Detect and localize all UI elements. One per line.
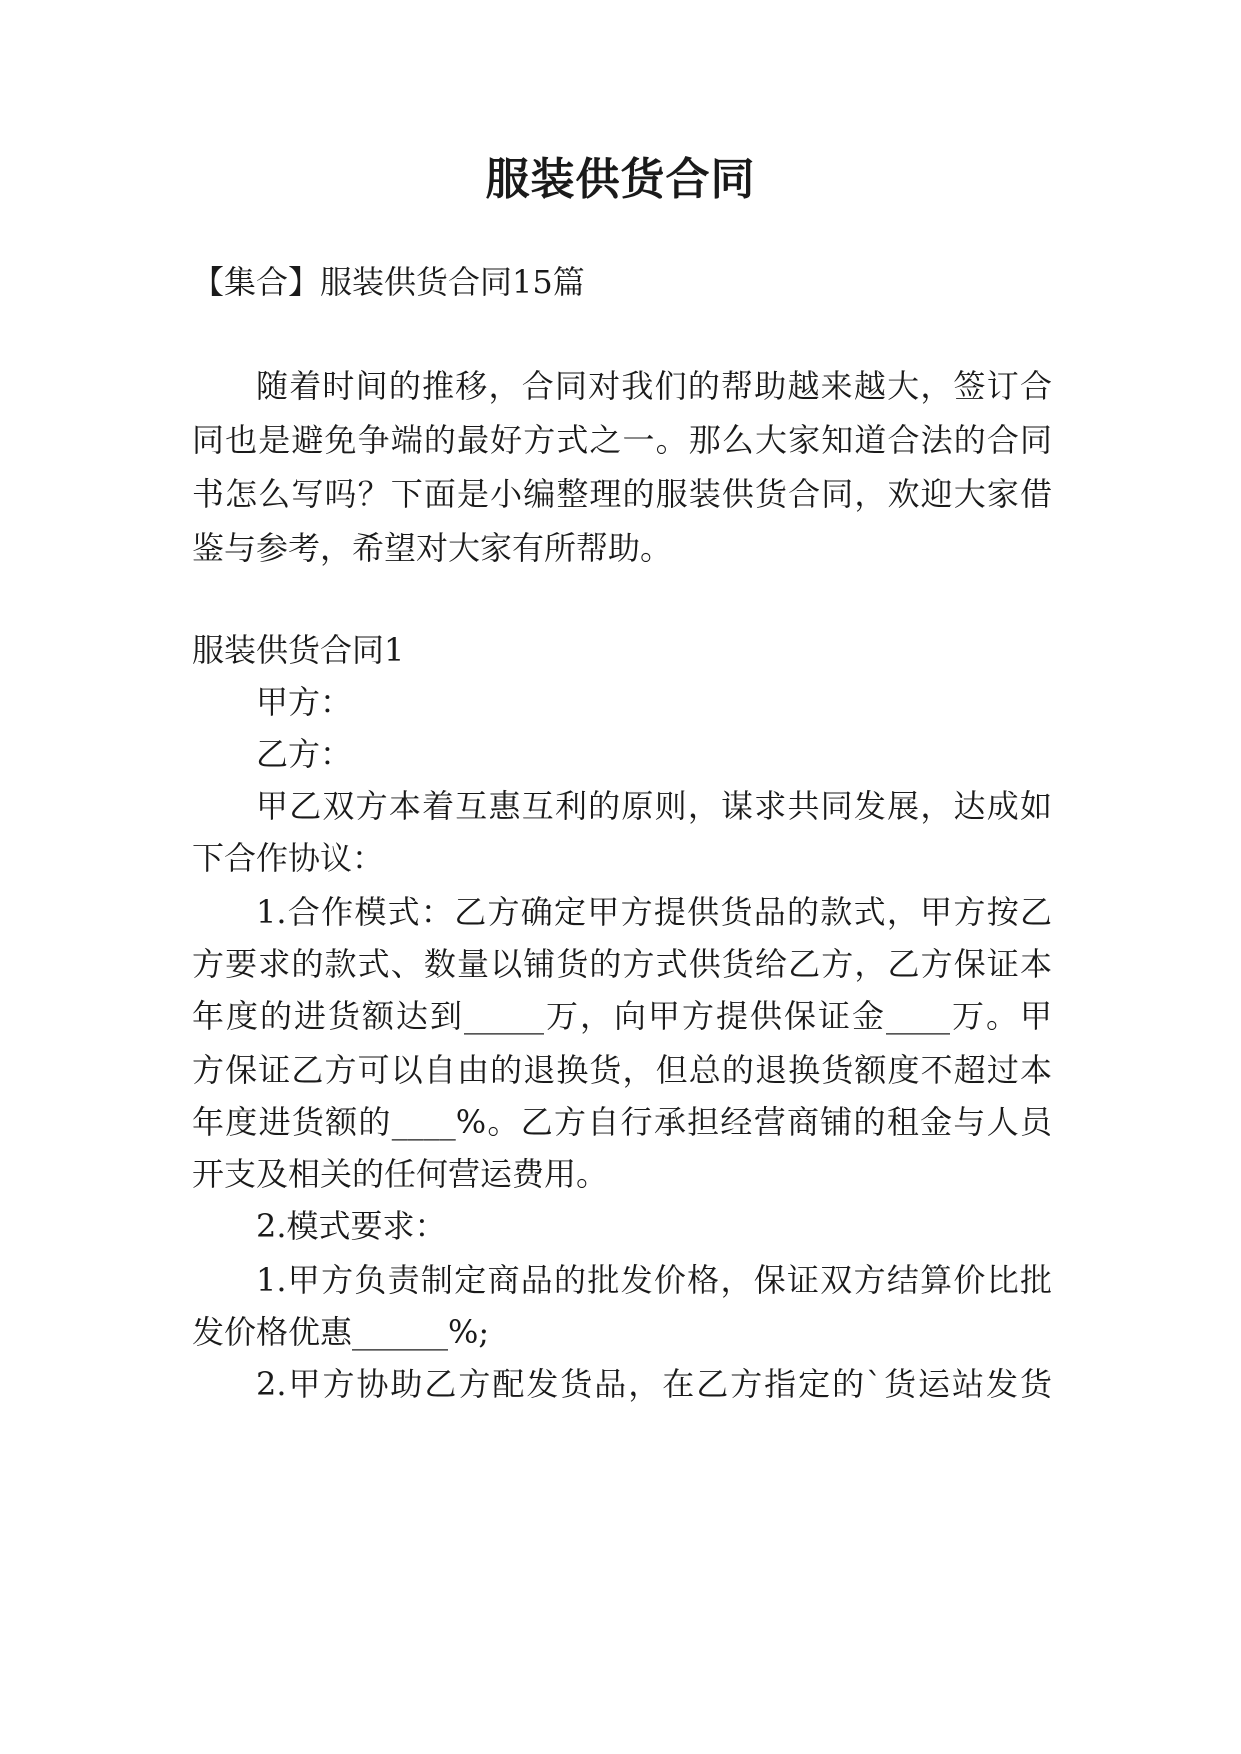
document-title: 服装供货合同 <box>485 154 756 205</box>
intro-line: 同也是避免争端的最好方式之一。那么大家知道合法的合同 <box>192 421 1052 459</box>
intro-line: 鉴与参考，希望对大家有所帮助。 <box>192 529 673 567</box>
party-b-label: 乙方： <box>256 735 353 773</box>
section-heading: 服装供货合同1 <box>192 631 405 669</box>
clause-line: 年度的进货额达到_____万，向甲方提供保证金____万。甲 <box>192 997 1052 1035</box>
clause-line: 2.甲方协助乙方配发货品，在乙方指定的`货运站发货 <box>256 1365 1052 1403</box>
clause-line: 1.甲方负责制定商品的批发价格，保证双方结算价比批 <box>256 1261 1052 1299</box>
clause-line: 发价格优惠______%; <box>192 1313 490 1351</box>
clause-2-heading: 2.模式要求： <box>256 1207 447 1245</box>
document-subtitle: 【集合】服装供货合同15篇 <box>192 263 585 301</box>
clause-line: 1.合作模式：乙方确定甲方提供货品的款式，甲方按乙 <box>256 893 1052 931</box>
clause-line: 年度进货额的____%。乙方自行承担经营商铺的租金与人员 <box>192 1103 1052 1141</box>
intro-line: 书怎么写吗？下面是小编整理的服装供货合同，欢迎大家借 <box>192 475 1052 513</box>
party-a-label: 甲方： <box>256 683 353 721</box>
agreement-line: 下合作协议： <box>192 839 385 877</box>
clause-line: 开支及相关的任何营运费用。 <box>192 1155 609 1193</box>
intro-line: 随着时间的推移，合同对我们的帮助越来越大，签订合 <box>256 367 1052 405</box>
clause-line: 方保证乙方可以自由的退换货，但总的退换货额度不超过本 <box>192 1051 1052 1089</box>
agreement-line: 甲乙双方本着互惠互利的原则，谋求共同发展，达成如 <box>256 787 1052 825</box>
clause-line: 方要求的款式、数量以铺货的方式供货给乙方，乙方保证本 <box>192 945 1052 983</box>
